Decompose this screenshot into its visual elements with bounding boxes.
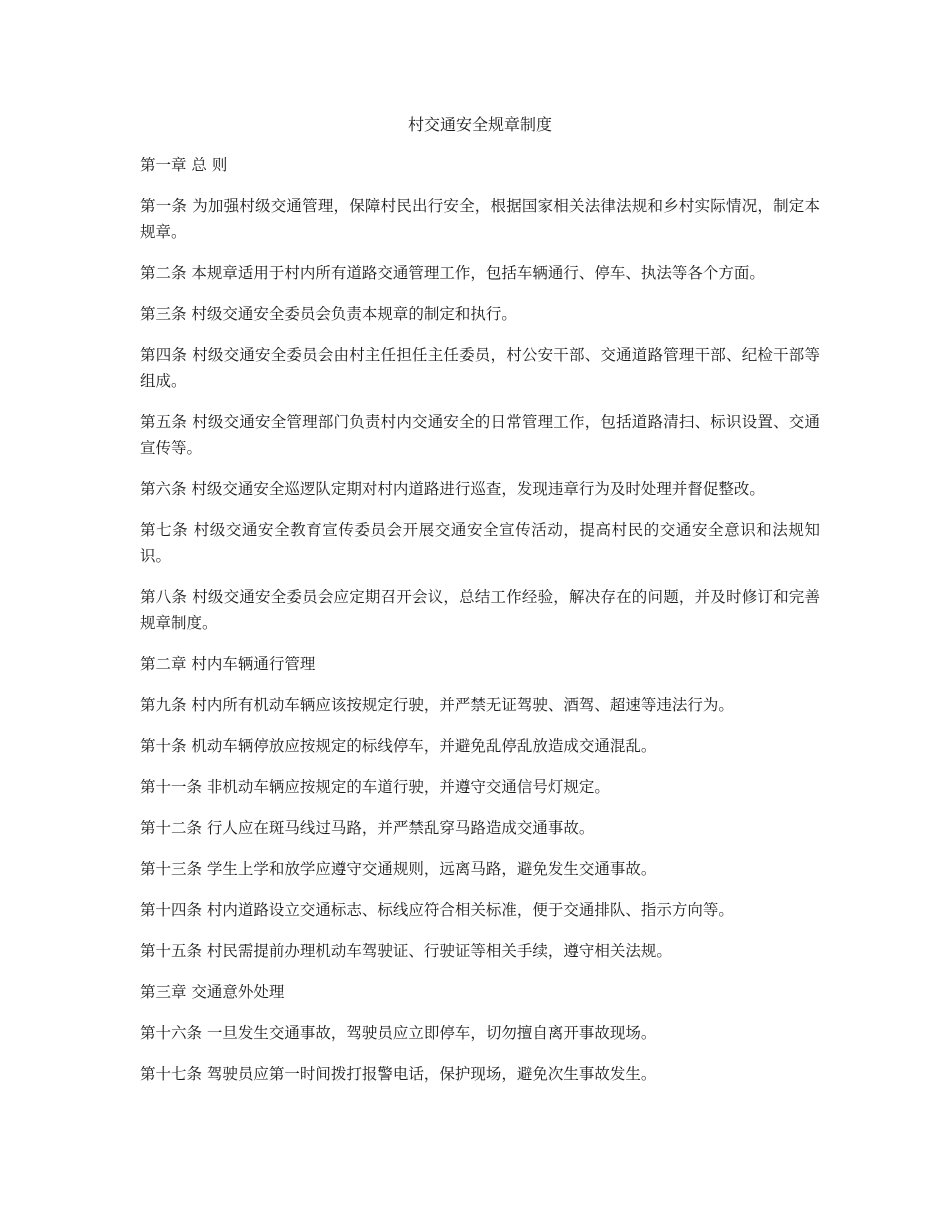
document-title: 村交通安全规章制度 bbox=[407, 115, 552, 134]
chapter-heading: 第一章 总 则 bbox=[140, 156, 228, 174]
article-paragraph: 第十三条 学生上学和放学应遵守交通规则，远离马路，避免发生交通事故。 bbox=[140, 860, 657, 878]
article-paragraph: 第九条 村内所有机动车辆应该按规定行驶，并严禁无证驾驶、酒驾、超速等违法行为。 bbox=[140, 696, 734, 714]
article-paragraph: 第五条 村级交通安全管理部门负责村内交通安全的日常管理工作，包括道路清扫、标识设置、交通宣传等。 bbox=[140, 413, 820, 457]
article-paragraph: 第八条 村级交通安全委员会应定期召开会议，总结工作经验，解决存在的问题，并及时修订和完善规章制度。 bbox=[140, 588, 820, 632]
chapter-heading: 第二章 村内车辆通行管理 bbox=[140, 655, 316, 673]
article-paragraph: 第六条 村级交通安全巡逻队定期对村内道路进行巡查，发现违章行为及时处理并督促整改。 bbox=[140, 480, 765, 498]
article-paragraph: 第十四条 村内道路设立交通标志、标线应符合相关标准，便于交通排队、指示方向等。 bbox=[140, 901, 734, 919]
article-paragraph: 第十二条 行人应在斑马线过马路，并严禁乱穿马路造成交通事故。 bbox=[140, 819, 595, 837]
article-paragraph: 第十六条 一旦发生交通事故，驾驶员应立即停车，切勿擅自离开事故现场。 bbox=[140, 1024, 657, 1042]
chapter-heading: 第三章 交通意外处理 bbox=[140, 983, 285, 1001]
article-paragraph: 第十五条 村民需提前办理机动车驾驶证、行驶证等相关手续，遵守相关法规。 bbox=[140, 942, 672, 960]
article-paragraph: 第七条 村级交通安全教育宣传委员会开展交通安全宣传活动，提高村民的交通安全意识和法规知识。 bbox=[140, 521, 820, 565]
article-paragraph: 第十七条 驾驶员应第一时间拨打报警电话，保护现场，避免次生事故发生。 bbox=[140, 1065, 657, 1083]
article-paragraph: 第一条 为加强村级交通管理，保障村民出行安全，根据国家相关法律法规和乡村实际情况，制定本规章。 bbox=[140, 197, 820, 241]
article-paragraph: 第二条 本规章适用于村内所有道路交通管理工作，包括车辆通行、停车、执法等各个方面。 bbox=[140, 264, 765, 282]
article-paragraph: 第十一条 非机动车辆应按规定的车道行驶，并遵守交通信号灯规定。 bbox=[140, 778, 610, 796]
article-paragraph: 第三条 村级交通安全委员会负责本规章的制定和执行。 bbox=[140, 305, 517, 323]
article-paragraph: 第十条 机动车辆停放应按规定的标线停车，并避免乱停乱放造成交通混乱。 bbox=[140, 737, 657, 755]
article-paragraph: 第四条 村级交通安全委员会由村主任担任主任委员，村公安干部、交通道路管理干部、纪检干部等组成。 bbox=[140, 346, 820, 390]
